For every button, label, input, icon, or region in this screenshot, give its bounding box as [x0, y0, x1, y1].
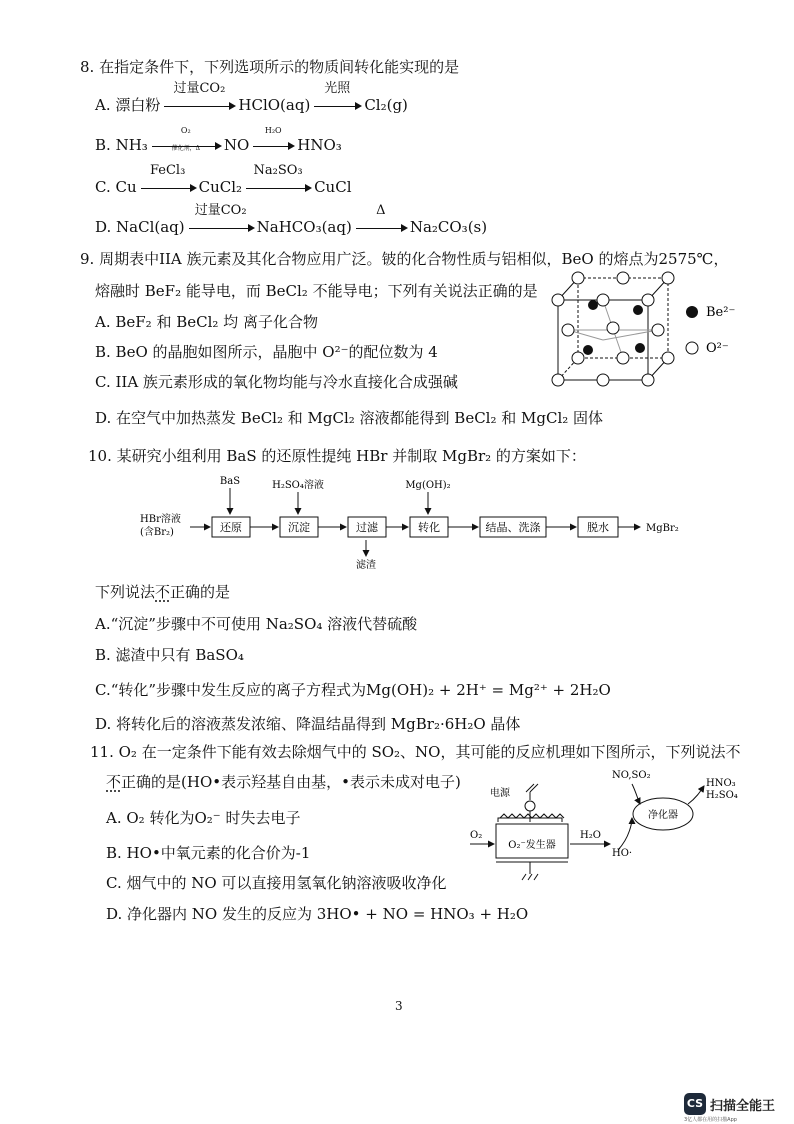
species: Na₂CO₃(s)	[409, 218, 488, 236]
species: 漂白粉	[115, 96, 161, 114]
q11-stem-line1: 11. O₂ 在一定条件下能有效去除烟气中的 SO₂、NO，其可能的反应机理如下图所示，下列说法不	[90, 743, 741, 761]
q10-question	[95, 582, 230, 602]
flow-step-3: 过滤	[356, 521, 378, 534]
q10-question-pre: 下列说法	[95, 583, 156, 601]
camscanner-logo-icon: CS	[684, 1093, 706, 1115]
q11-mechanism-diagram	[460, 762, 760, 892]
option-letter: C.	[95, 178, 111, 196]
species: CuCl₂	[198, 178, 243, 196]
flow-step-6: 脱水	[587, 521, 609, 534]
q10-option-b: B. 滤渣中只有 BaSO₄	[95, 646, 244, 664]
option-letter: A.	[95, 96, 111, 114]
flow-step-5: 结晶、洗涤	[485, 521, 541, 534]
camscanner-watermark	[684, 1093, 775, 1115]
q11-option-c: C. 烟气中的 NO 可以直接用氢氧化钠溶液吸收净化	[106, 874, 447, 892]
q9-stem-line2: 熔融时 BeF₂ 能导电，而 BeCl₂ 不能导电；下列有关说法正确的是	[95, 282, 538, 300]
reaction-arrow	[253, 126, 293, 155]
arrow-condition: O₂	[180, 126, 191, 135]
species: Cl₂(g)	[364, 96, 408, 114]
species: Cu	[115, 178, 137, 196]
flow-step-2: 沉淀	[288, 521, 310, 534]
species: CuCl	[314, 178, 352, 196]
power-source-symbol	[525, 801, 535, 811]
species: NO	[223, 136, 250, 154]
q9-option-b: B. BeO 的晶胞如图所示，晶胞中 O²⁻的配位数为 4	[95, 343, 438, 361]
product-h2so4: H₂SO₄	[706, 790, 738, 801]
q8-stem: 8. 在指定条件下，下列选项所示的物质间转化能实现的是	[80, 58, 460, 76]
q10-option-c: C.“转化”步骤中发生反应的离子方程式为Mg(OH)₂ + 2H⁺ = Mg²⁺ + 2H₂O	[95, 681, 611, 699]
q11-option-a: A. O₂ 转化为O₂⁻ 时失去电子	[106, 809, 301, 827]
arrow-condition: 过量CO₂	[194, 203, 247, 218]
reaction-arrow	[152, 126, 220, 155]
q11-stem-line2	[106, 772, 461, 792]
q8-option-d	[95, 203, 488, 237]
page-number: 3	[395, 999, 403, 1013]
q10-option-d: D. 将转化后的溶液蒸发浓缩、降温结晶得到 MgBr₂·6H₂O 晶体	[95, 715, 521, 733]
purifier-label: 净化器	[648, 810, 678, 821]
legend-be-label: Be²⁻	[706, 305, 736, 320]
reaction-arrow	[314, 81, 360, 115]
arrow-condition: Δ	[376, 203, 386, 218]
flow-input-line2: (含Br₂)	[140, 527, 174, 538]
o2-input-label: O₂	[470, 830, 483, 841]
q9-option-d: D. 在空气中加热蒸发 BeCl₂ 和 MgCl₂ 溶液都能得到 BeCl₂ 和 MgCl₂ 固体	[95, 409, 604, 427]
flow-reagent-mgoh2: Mg(OH)₂	[405, 480, 451, 491]
species: HNO₃	[297, 136, 342, 154]
q9-option-c: C. IIA 族元素形成的氧化物均能与冷水直接化合成强碱	[95, 373, 458, 391]
o2-ions	[552, 272, 674, 386]
reaction-arrow	[356, 203, 406, 237]
species: NaHCO₃(aq)	[256, 218, 352, 236]
flow-input-line1: HBr溶液	[140, 514, 181, 525]
q8-option-a	[95, 81, 408, 115]
q9-stem-line1: 9. 周期表中IIA 族元素及其化合物应用广泛。铍的化合物性质与铝相似，BeO 的熔点为2575℃，	[80, 250, 729, 268]
product-hno3: HNO₃	[706, 778, 736, 789]
flow-output: MgBr₂	[646, 523, 679, 534]
species: NaCl(aq)	[116, 218, 185, 236]
flow-step-4: 转化	[418, 521, 440, 534]
q10-flowchart	[130, 470, 710, 570]
flue-gas-label: NO,SO₂	[612, 770, 651, 781]
q11-stem-emph: 不	[106, 773, 122, 791]
q9-option-a: A. BeF₂ 和 BeCl₂ 均 离子化合物	[95, 313, 318, 331]
q10-option-a: A.“沉淀”步骤中不可使用 Na₂SO₄ 溶液代替硫酸	[95, 615, 418, 633]
reaction-arrow	[189, 203, 253, 237]
arrow-condition-below: 催化剂，Δ	[171, 145, 200, 152]
arrow-condition: 光照	[324, 81, 351, 96]
legend-be-marker	[686, 306, 698, 318]
legend-o-label: O²⁻	[706, 341, 729, 356]
ho-radical-label: HO·	[612, 848, 633, 859]
flow-reagent-bas: BaS	[219, 476, 241, 487]
reaction-arrow	[246, 163, 310, 197]
arrow-condition: FeCl₃	[149, 163, 186, 178]
q11-option-b: B. HO•中氧元素的化合价为-1	[106, 844, 311, 862]
q8-option-c	[95, 163, 352, 197]
option-letter: B.	[95, 136, 111, 154]
q10-question-emph: 不	[155, 583, 171, 601]
reaction-arrow	[141, 163, 195, 197]
q8-option-b	[95, 126, 342, 155]
flow-reagent-h2so4: H₂SO₄溶液	[272, 480, 324, 491]
flow-byproduct: 滤渣	[356, 560, 376, 570]
camscanner-tagline: 3亿人都在用的扫描App	[684, 1117, 737, 1123]
generator-label: O₂⁻发生器	[508, 840, 556, 851]
q11-option-d: D. 净化器内 NO 发生的反应为 3HO• + NO = HNO₃ + H₂O	[106, 905, 529, 923]
reaction-arrow	[164, 81, 234, 115]
q10-stem: 10. 某研究小组利用 BaS 的还原性提纯 HBr 并制取 MgBr₂ 的方案如下：	[88, 447, 586, 465]
h2o-label: H₂O	[580, 830, 601, 841]
flow-step-1: 还原	[220, 521, 242, 534]
legend-o-marker	[686, 342, 698, 354]
species: HClO(aq)	[238, 96, 311, 114]
q10-question-post: 正确的是	[170, 583, 231, 601]
camscanner-name: 扫描全能王	[710, 1098, 776, 1114]
arrow-condition: Na₂SO₃	[253, 163, 303, 178]
option-letter: D.	[95, 218, 112, 236]
arrow-condition: 过量CO₂	[173, 81, 226, 96]
power-label: 电源	[490, 788, 510, 799]
q11-stem-rest: 正确的是(HO•表示羟基自由基，•表示未成对电子)	[121, 773, 461, 791]
arrow-condition: H₂O	[264, 126, 282, 135]
species: NH₃	[115, 136, 148, 154]
beo-unit-cell-diagram	[548, 270, 788, 390]
